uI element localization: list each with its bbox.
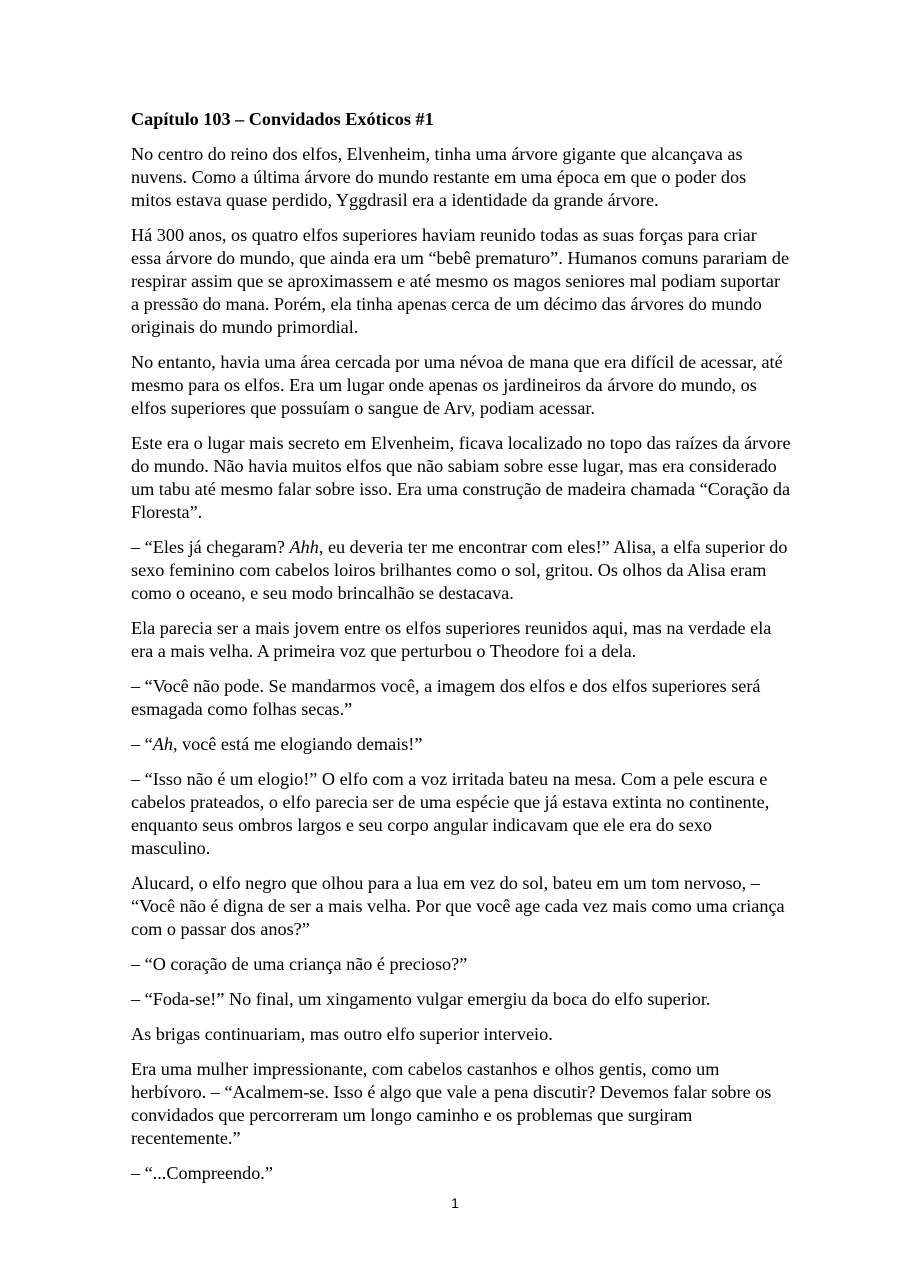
paragraph-2 — [131, 224, 791, 339]
paragraph-text: – “...Compreendo.” — [131, 1163, 273, 1183]
paragraph-10 — [131, 872, 791, 941]
paragraph-14 — [131, 1058, 791, 1150]
paragraph-text: Este era o lugar mais secreto em Elvenheim, ficava localizado no topo das raízes da árvore do mundo. Não havia muitos elfos que não sabiam sobre esse lugar, mas era considerado um tabu até mesmo falar sobre isso. Era uma construção de madeira chamada “Coração da Floresta”. — [131, 433, 791, 522]
paragraph-text: No entanto, havia uma área cercada por uma névoa de mana que era difícil de acessar, até mesmo para os elfos. Era um lugar onde apenas os jardineiros da árvore do mundo, os elfos superiores que possuíam o sangue de Arv, podiam acessar. — [131, 352, 783, 418]
paragraph-7 — [131, 675, 791, 721]
paragraph-11 — [131, 953, 791, 976]
page-number: 1 — [451, 1195, 459, 1211]
paragraph-text: – “Isso não é um elogio!” O elfo com a voz irritada bateu na mesa. Com a pele escura e cabelos prateados, o elfo parecia ser de uma espécie que já estava extinta no continente, enquanto seus ombros largos e seu corpo angular indicavam que ele era do sexo masculino. — [131, 769, 770, 858]
paragraph-15 — [131, 1162, 791, 1185]
paragraph-9 — [131, 768, 791, 860]
paragraph-4 — [131, 432, 791, 524]
paragraph-13 — [131, 1023, 791, 1046]
paragraph-text: , você está me elogiando demais!” — [172, 734, 423, 754]
paragraph-text: – “O coração de uma criança não é precioso?” — [131, 954, 468, 974]
paragraph-text: – “ — [131, 734, 153, 754]
paragraph-text: Há 300 anos, os quatro elfos superiores haviam reunido todas as suas forças para criar essa árvore do mundo, que ainda era um “bebê prematuro”. Humanos comuns parariam de respirar assim que se aproximassem e até mesmo os magos seniores mal podiam suportar a pressão do mana. Porém, ela tinha apenas cerca de um décimo das árvores do mundo originais do mundo primordial. — [131, 225, 790, 337]
paragraph-text: Alucard, o elfo negro que olhou para a lua em vez do sol, bateu em um tom nervoso, – “Você não é digna de ser a mais velha. Por que você age cada vez mais como uma criança com o passar dos anos?” — [131, 873, 785, 939]
paragraph-text: , eu deveria ter me encontrar com eles!” Alisa, a elfa superior do sexo feminino com cabelos loiros brilhantes como o sol, gritou. Os olhos da Alisa eram como o oceano, e seu modo brincalhão se destacava. — [131, 537, 788, 603]
paragraph-8 — [131, 733, 791, 756]
italic-interjection: Ahh — [289, 537, 319, 557]
paragraph-1 — [131, 143, 791, 212]
paragraph-text: – “Foda-se!” No final, um xingamento vulgar emergiu da boca do elfo superior. — [131, 989, 711, 1009]
paragraph-text: Ela parecia ser a mais jovem entre os elfos superiores reunidos aqui, mas na verdade ela era a mais velha. A primeira voz que perturbou o Theodore foi a dela. — [131, 618, 772, 661]
paragraph-text: – “Você não pode. Se mandarmos você, a imagem dos elfos e dos elfos superiores será esmagada como folhas secas.” — [131, 676, 761, 719]
paragraph-12 — [131, 988, 791, 1011]
paragraph-text: Era uma mulher impressionante, com cabelos castanhos e olhos gentis, como um herbívoro. – “Acalmem-se. Isso é algo que vale a pena discutir? Devemos falar sobre os convidados que percorreram um longo caminho e os problemas que surgiram recentemente.” — [131, 1059, 772, 1148]
paragraph-5 — [131, 536, 791, 605]
paragraph-6 — [131, 617, 791, 663]
chapter-title: Capítulo 103 – Convidados Exóticos #1 — [131, 109, 434, 129]
page-content — [131, 108, 791, 1197]
paragraph-3 — [131, 351, 791, 420]
paragraph-text: As brigas continuariam, mas outro elfo superior interveio. — [131, 1024, 553, 1044]
paragraph-text: No centro do reino dos elfos, Elvenheim, tinha uma árvore gigante que alcançava as nuvens. Como a última árvore do mundo restante em uma época em que o poder dos mitos estava quase perdido, Yggdrasil era a identidade da grande árvore. — [131, 144, 747, 210]
paragraph-text: – “Eles já chegaram? — [131, 537, 290, 557]
italic-interjection: Ah — [152, 734, 173, 754]
